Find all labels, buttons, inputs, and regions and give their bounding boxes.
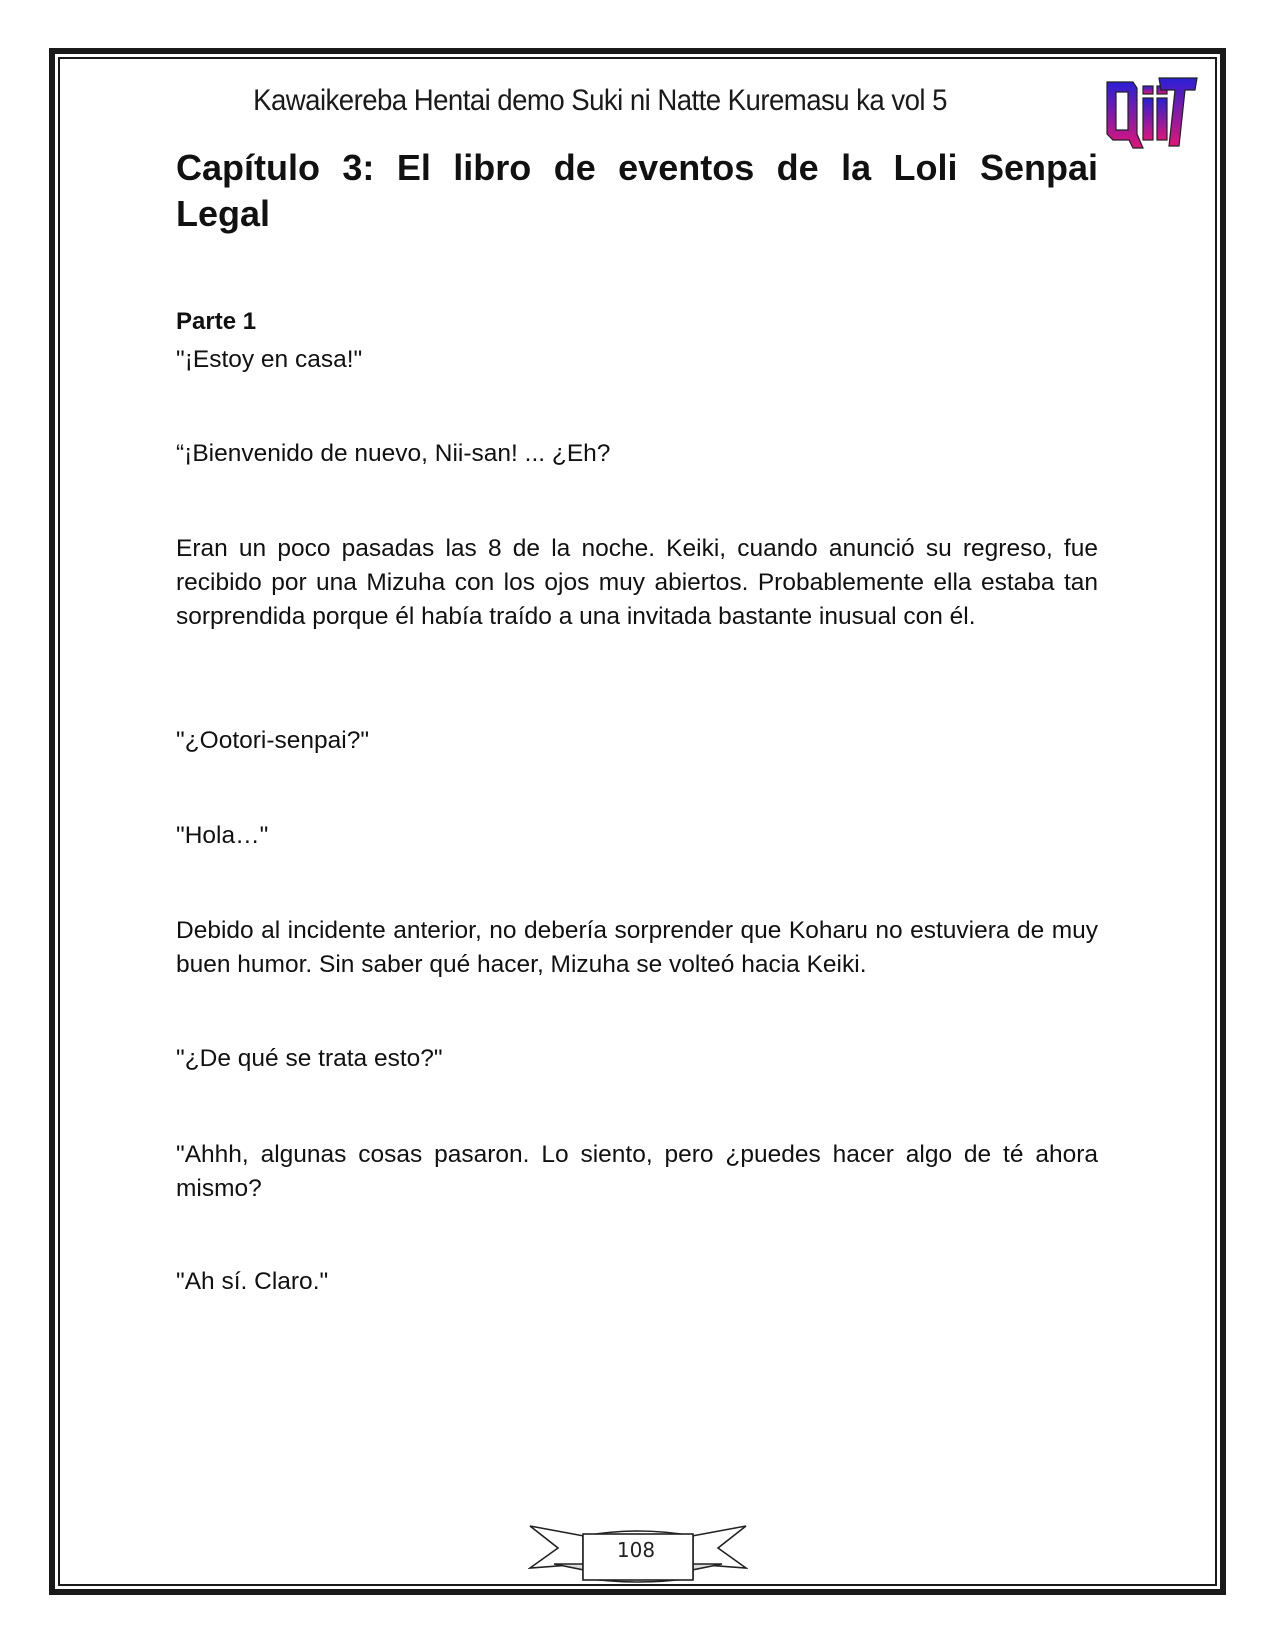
paragraph: "Ah sí. Claro." bbox=[176, 1268, 329, 1295]
section-title: Parte 1 bbox=[176, 308, 257, 335]
page-number: 108 bbox=[616, 1538, 656, 1562]
paragraph: "¡Estoy en casa!" bbox=[176, 346, 363, 373]
paragraph: "Hola…" bbox=[176, 822, 269, 849]
paragraph: "Ahhh, algunas cosas pasaron. Lo siento, pero ¿puedes hacer algo de té ahora mismo? bbox=[176, 1141, 1098, 1202]
chapter-title: Capítulo 3: El libro de eventos de la Loli Senpai Legal bbox=[176, 147, 1098, 234]
paragraph: Eran un poco pasadas las 8 de la noche. Keiki, cuando anunció su regreso, fue recibido por una Mizuha con los ojos muy abiertos. Probablemente ella estaba tan sorprendida porque él había traído a una invitada bastante inusual con él. bbox=[176, 535, 1098, 630]
logo bbox=[1103, 76, 1199, 156]
paragraph: Debido al incidente anterior, no debería sorprender que Koharu no estuviera de muy buen humor. Sin saber qué hacer, Mizuha se volteó hacia Keiki. bbox=[176, 917, 1098, 978]
header-title: Kawaikereba Hentai demo Suki ni Natte Kuremasu ka vol 5 bbox=[253, 84, 947, 117]
paragraph: "¿De qué se trata esto?" bbox=[176, 1045, 443, 1072]
paragraph: "¿Ootori-senpai?" bbox=[176, 727, 370, 754]
paragraph: “¡Bienvenido de nuevo, Nii-san! ... ¿Eh? bbox=[176, 440, 611, 467]
